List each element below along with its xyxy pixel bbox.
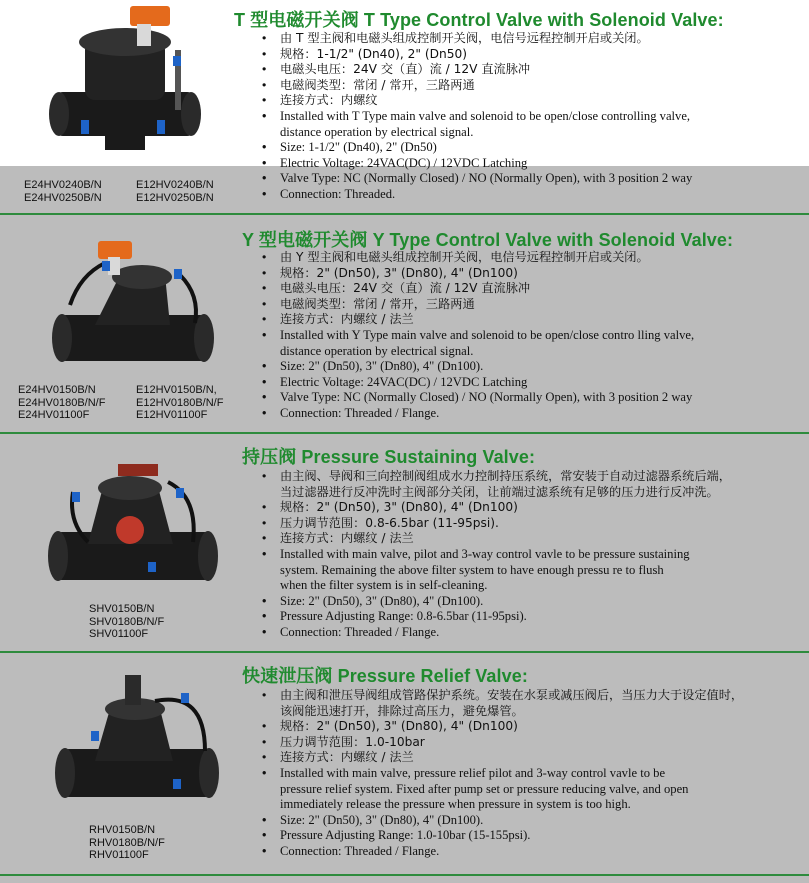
feature-line: • 由主阀、导阀和三向控制阀组成水力控制持压系统，常安装于自动过滤器系统后端， xyxy=(280,469,731,483)
model-code: SHV01100F xyxy=(89,628,149,640)
feature-line: • Installed with main valve, pressure relief pilot and 3-way control vavle to be xyxy=(280,765,666,780)
feature-item: • Connection: Threaded. xyxy=(262,187,692,203)
feature-item xyxy=(262,547,731,594)
feature-item: • Valve Type: NC (Normally Closed) / NO (Normally Open), with 3 position 2 way xyxy=(262,390,694,406)
feature-line: distance operation by electrical signal. xyxy=(280,124,474,139)
model-code: E12HV0240B/N xyxy=(136,179,214,191)
model-code: E24HV0180B/N/F xyxy=(18,396,106,409)
pressure-sustaining-valve-photo xyxy=(48,452,218,602)
pressure-relief-valve-photo xyxy=(55,671,220,819)
feature-item: • Size: 2" (Dn50), 3" (Dn80), 4" (Dn100). xyxy=(262,813,743,829)
section-divider xyxy=(0,874,809,876)
feature-item xyxy=(262,469,731,500)
feature-item xyxy=(262,328,694,359)
model-codes-left xyxy=(24,179,102,204)
feature-item: • 连接方式：内螺纹 / 法兰 xyxy=(262,312,694,328)
section-t-type-valve xyxy=(0,0,809,214)
feature-line: • 由主阀和泄压导阀组成管路保护系统。安装在水泵或减压阀后，当压力大于设定值时， xyxy=(280,688,744,702)
feature-item: • 规格：1-1/2" (Dn40), 2" (Dn50) xyxy=(262,47,692,63)
model-code: SHV0180B/N/F xyxy=(89,615,165,628)
section-title: T 型电磁开关阀 T Type Control Valve with Solenoid Valve: xyxy=(234,10,724,30)
model-code: E12HV0250B/N xyxy=(136,191,214,204)
model-code: RHV0180B/N/F xyxy=(89,836,165,849)
feature-item: • 电磁头电压：24V 交（直）流 / 12V 直流脉冲 xyxy=(262,281,694,297)
section-title: 持压阀 Pressure Sustaining Valve: xyxy=(242,447,536,467)
feature-list xyxy=(262,688,743,860)
feature-line: when the filter system is in self-cleaning. xyxy=(280,578,488,593)
feature-list xyxy=(262,31,692,203)
feature-item: • 连接方式：内螺纹 xyxy=(262,93,692,109)
model-code: E12HV01100F xyxy=(136,409,208,421)
feature-item: • Size: 1-1/2" (Dn40), 2" (Dn50) xyxy=(262,140,692,156)
t-type-solenoid-valve-photo xyxy=(45,0,205,160)
model-code: E24HV01100F xyxy=(18,409,90,421)
y-type-solenoid-valve-photo xyxy=(50,235,215,383)
model-codes-right xyxy=(136,179,214,204)
feature-item: • 压力调节范围：1.0-10bar xyxy=(262,735,743,751)
model-codes-left xyxy=(89,824,165,862)
model-code: SHV0150B/N xyxy=(89,603,155,615)
section-pressure-sustaining xyxy=(0,434,809,650)
model-codes-left xyxy=(89,603,164,641)
feature-item: • Size: 2" (Dn50), 3" (Dn80), 4" (Dn100). xyxy=(262,594,731,610)
feature-item: • Pressure Adjusting Range: 1.0-10bar (15-155psi). xyxy=(262,828,743,844)
feature-item xyxy=(262,109,692,140)
feature-item: • 电磁阀类型：常闭 / 常开，三路两通 xyxy=(262,78,692,94)
feature-item: • Connection: Threaded / Flange. xyxy=(262,406,694,422)
feature-item xyxy=(262,688,743,719)
feature-line: immediately release the pressure when pressure in system is too high. xyxy=(280,797,631,812)
feature-line: pressure relief system. Fixed after pump set or pressure reducing valve, and open xyxy=(280,781,689,796)
feature-item: • Connection: Threaded / Flange. xyxy=(262,625,731,641)
feature-item: • 规格：2" (Dn50), 3" (Dn80), 4" (Dn100) xyxy=(262,500,731,516)
model-code: E24HV0250B/N xyxy=(24,191,102,204)
model-code: RHV0150B/N xyxy=(89,824,156,836)
feature-item: • 连接方式：内螺纹 / 法兰 xyxy=(262,750,743,766)
feature-item: • Electric Voltage: 24VAC(DC) / 12VDC Latching xyxy=(262,156,692,172)
feature-item: • 压力调节范围：0.8-6.5bar (11-95psi). xyxy=(262,516,731,532)
feature-list xyxy=(262,469,731,641)
model-code: E24HV0240B/N xyxy=(24,179,102,191)
feature-item: • 由 T 型主阀和电磁头组成控制开关阀，电信号远程控制开启或关闭。 xyxy=(262,31,692,47)
feature-line: system. Remaining the above filter system to have enough pressu re to flush xyxy=(280,562,664,577)
feature-line: 当过滤器进行反冲洗时主阀部分关闭，让前端过滤系统有足够的压力进行反冲洗。 xyxy=(280,484,719,499)
model-codes-right xyxy=(136,384,223,422)
feature-line: • Installed with main valve, pilot and 3-way control vavle to be pressure sustaining xyxy=(280,546,690,561)
feature-item: • 规格：2" (Dn50), 3" (Dn80), 4" (Dn100) xyxy=(262,719,743,735)
section-pressure-relief xyxy=(0,653,809,871)
section-y-type-valve xyxy=(0,215,809,432)
feature-line: 该阀能迅速打开，排除过高压力，避免爆管。 xyxy=(280,703,524,718)
feature-item: • 电磁阀类型：常闭 / 常开，三路两通 xyxy=(262,297,694,313)
model-codes-left xyxy=(18,384,105,422)
feature-item: • Pressure Adjusting Range: 0.8-6.5bar (11-95psi). xyxy=(262,609,731,625)
feature-line: • Installed with Y Type main valve and solenoid to be open/close contro lling valve, xyxy=(280,327,695,342)
model-code: E12HV0180B/N/F xyxy=(136,396,224,409)
section-title: Y 型电磁开关阀 Y Type Control Valve with Solenoid Valve: xyxy=(242,230,734,250)
feature-item: • Size: 2" (Dn50), 3" (Dn80), 4" (Dn100). xyxy=(262,359,694,375)
section-title: 快速泄压阀 Pressure Relief Valve: xyxy=(242,666,528,686)
model-code: E12HV0150B/N, xyxy=(136,384,217,396)
feature-list xyxy=(262,250,694,422)
feature-item: • 连接方式：内螺纹 / 法兰 xyxy=(262,531,731,547)
feature-item: • Electric Voltage: 24VAC(DC) / 12VDC Latching xyxy=(262,375,694,391)
feature-item: • Connection: Threaded / Flange. xyxy=(262,844,743,860)
feature-item: • 由 Y 型主阀和电磁头组成控制开关阀，电信号远程控制开启或关闭。 xyxy=(262,250,694,266)
feature-item: • 规格：2" (Dn50), 3" (Dn80), 4" (Dn100) xyxy=(262,266,694,282)
feature-line: • Installed with T Type main valve and solenoid to be open/close controlling valve, xyxy=(280,108,691,123)
feature-line: distance operation by electrical signal. xyxy=(280,343,474,358)
model-code: RHV01100F xyxy=(89,849,149,861)
feature-item: • 电磁头电压：24V 交（直）流 / 12V 直流脉冲 xyxy=(262,62,692,78)
feature-item xyxy=(262,766,743,813)
feature-item: • Valve Type: NC (Normally Closed) / NO (Normally Open), with 3 position 2 way xyxy=(262,171,692,187)
model-code: E24HV0150B/N xyxy=(18,384,96,396)
